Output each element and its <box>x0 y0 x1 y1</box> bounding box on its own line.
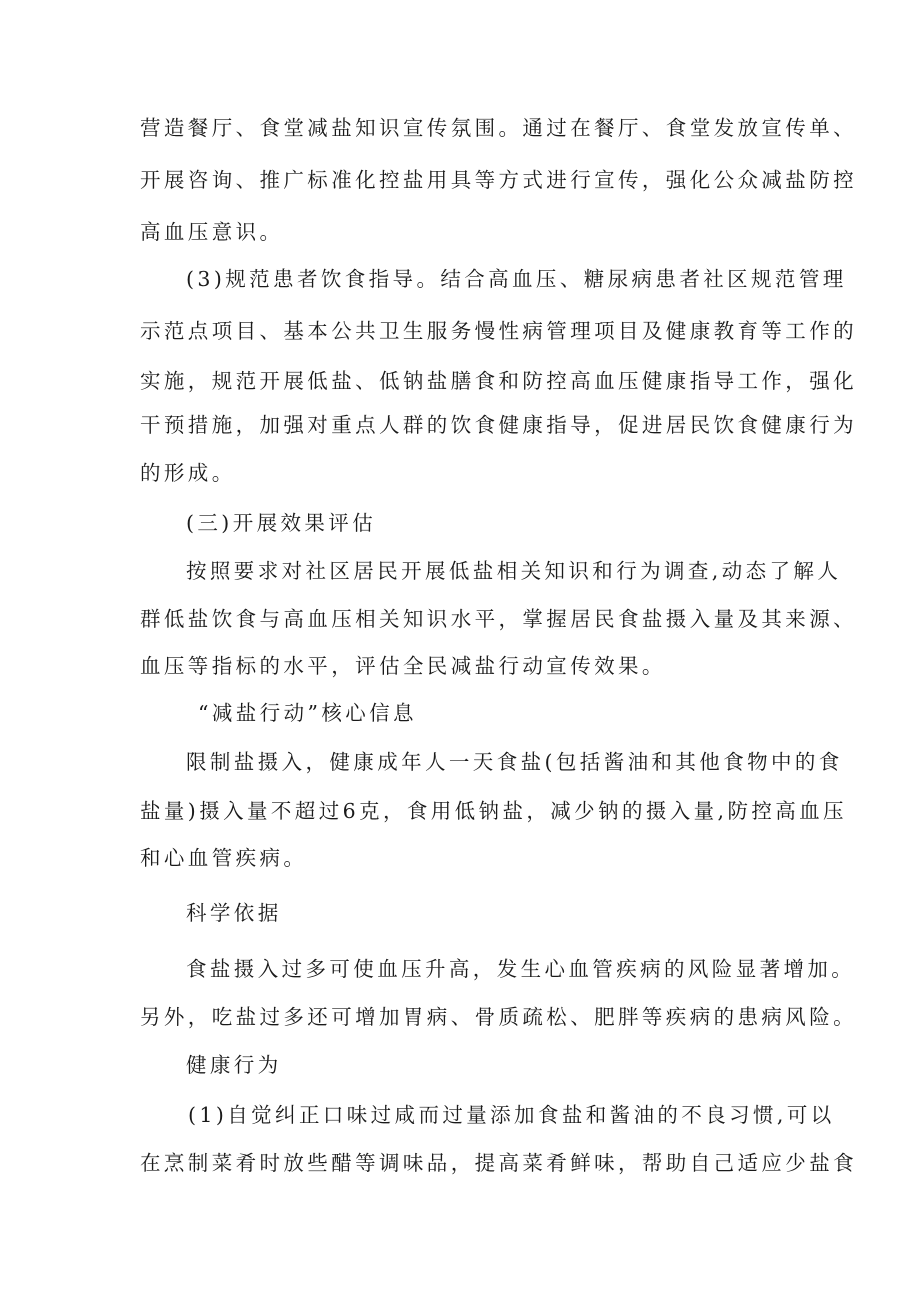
text-line-10: 按照要求对社区居民开展低盐相关知识和行为调查,动态了解人 <box>186 559 842 583</box>
section-heading-core-info: “减盐行动”核心信息 <box>198 701 417 725</box>
text-line-11: 群低盐饮食与高血压相关知识水平，掌握居民食盐摄入量及其来源、 <box>140 607 857 631</box>
text-line-5: 示范点项目、基本公共卫生服务慢性病管理项目及健康教育等工作的 <box>140 319 857 343</box>
text-line-6: 实施，规范开展低盐、低钠盐膳食和防控高血压健康指导工作，强化 <box>140 369 857 393</box>
section-heading-behavior: 健康行为 <box>186 1053 282 1077</box>
text-line-8: 的形成。 <box>140 461 236 485</box>
text-line-21: (1)自觉纠正口味过咸而过量添加食盐和酱油的不良习惯,可以 <box>188 1103 835 1127</box>
text-line-16: 和心血管疾病。 <box>140 846 308 870</box>
text-line-14: 限制盐摄入，健康成年人一天食盐(包括酱油和其他食物中的食 <box>186 750 843 774</box>
text-line-7: 干预措施，加强对重点人群的饮食健康指导，促进居民饮食健康行为 <box>140 413 857 437</box>
text-line-22: 在烹制菜肴时放些醋等调味品，提高菜肴鲜味，帮助自己适应少盐食 <box>140 1151 857 1175</box>
text-line-4: (3)规范患者饮食指导。结合高血压、糖尿病患者社区规范管理 <box>186 267 847 291</box>
section-heading-science: 科学依据 <box>186 901 282 925</box>
section-heading-evaluation: (三)开展效果评估 <box>186 511 377 535</box>
text-line-18: 食盐摄入过多可使血压升高，发生心血管疾病的风险显著增加。 <box>186 957 856 981</box>
text-line-2: 开展咨询、推广标准化控盐用具等方式进行宣传，强化公众减盐防控 <box>140 168 857 192</box>
text-line-12: 血压等指标的水平，评估全民减盐行动宣传效果。 <box>140 654 666 678</box>
text-line-1: 营造餐厅、食堂减盐知识宣传氛围。通过在餐厅、食堂发放宣传单、 <box>140 116 857 140</box>
text-line-19: 另外，吃盐过多还可增加胃病、骨质疏松、肥胖等疾病的患病风险。 <box>140 1005 857 1029</box>
text-line-3: 高血压意识。 <box>140 220 284 244</box>
text-line-15: 盐量)摄入量不超过6克，食用低钠盐，减少钠的摄入量,防控高血压 <box>140 799 847 823</box>
